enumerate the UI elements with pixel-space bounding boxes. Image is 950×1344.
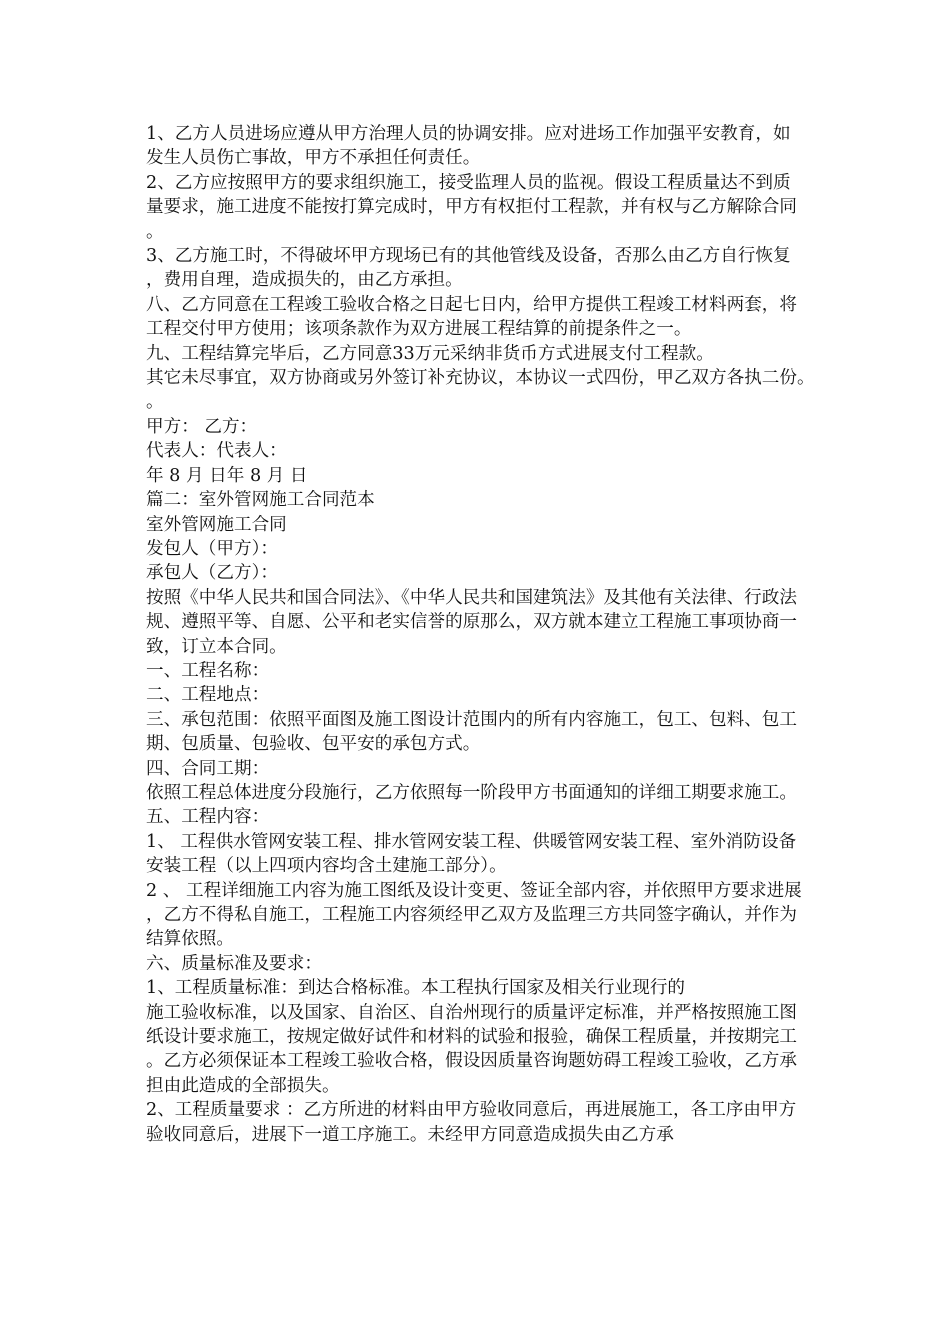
clause-paragraph: 3、乙方施工时，不得破坏甲方现场已有的其他管线及设备，否那么由乙方自行恢复，费用自理，造成损失的，由乙方承担。	[146, 246, 791, 291]
signature-parties-line: 甲方： 乙方：	[146, 416, 258, 437]
clause-heading: 二、工程地点：	[146, 685, 270, 706]
clause-paragraph: 九、工程结算完毕后，乙方同意33万元采纳非货币方式进展支付工程款。	[146, 343, 714, 364]
document-body	[146, 122, 808, 1147]
clause-paragraph: 2、乙方应按照甲方的要求组织施工，接受监理人员的监视。假设工程质量达不到质量要求，施工进度不能按打算完成时，甲方有权拒付工程款，并有权与乙方解除合同。	[146, 172, 797, 242]
clause-heading: 六、质量标准及要求：	[146, 953, 322, 974]
clause-paragraph: 施工验收标准，以及国家、自治区、自治州现行的质量评定标准，并严格按照施工图纸设计要求施工，按规定做好试件和材料的试验和报验，确保工程质量，并按期完工。乙方必须保证本工程竣工验收合格，假设因质量咨询题妨碍工程竣工验收，乙方承担由此造成的全部损失。	[146, 1002, 797, 1096]
clause-paragraph: 依照工程总体进度分段施行，乙方依照每一阶段甲方书面通知的详细工期要求施工。	[146, 782, 797, 803]
clause-paragraph: 2 、 工程详细施工内容为施工图纸及设计变更、签证全部内容，并依照甲方要求进展，乙方不得私自施工，工程施工内容须经甲乙双方及监理三方共同签字确认，并作为结算依照。	[146, 880, 802, 950]
clause-paragraph: 其它未尽事宜，双方协商或另外签订补充协议，本协议一式四份，甲乙双方各执二份。。	[146, 368, 806, 413]
clause-paragraph: 三、承包范围：依照平面图及施工图设计范围内的所有内容施工，包工、包料、包工期、包质量、包验收、包平安的承包方式。	[146, 709, 797, 755]
clause-paragraph: 1、乙方人员进场应遵从甲方治理人员的协调安排。应对进场工作加强平安教育，如发生人员伤亡事故，甲方不承担任何责任。	[146, 124, 791, 169]
contract-title: 室外管网施工合同	[146, 514, 287, 535]
clause-paragraph: 1、 工程供水管网安装工程、排水管网安装工程、供暖管网安装工程、室外消防设备安装工程（以上四项内容均含土建施工部分）。	[146, 831, 797, 877]
clause-paragraph: 2、工程质量要求 ：乙方所进的材料由甲方验收同意后，再进展施工，各工序由甲方验收同意后，进展下一道工序施工。未经甲方同意造成损失由乙方承	[146, 1100, 797, 1145]
preamble-paragraph: 按照《中华人民共和国合同法》、《中华人民共和国建筑法》及其他有关法律、行政法规、遵照平等、自愿、公平和老实信誉的原那么，双方就本建立工程施工事项协商一致，订立本合同。	[146, 587, 797, 657]
clause-heading: 五、工程内容：	[146, 807, 270, 828]
section-heading: 篇二：室外管网施工合同范本	[146, 490, 375, 511]
clause-paragraph: 八、乙方同意在工程竣工验收合格之日起七日内，给甲方提供工程竣工材料两套，将工程交付甲方使用；该项条款作为双方进展工程结算的前提条件之一。	[146, 294, 797, 340]
party-b-line: 承包人（乙方）：	[146, 563, 278, 584]
signature-representatives-line: 代表人：代表人：	[146, 441, 287, 462]
clause-heading: 一、工程名称：	[146, 660, 270, 681]
party-a-line: 发包人（甲方）：	[146, 538, 278, 559]
clause-paragraph: 1、工程质量标准：到达合格标准。本工程执行国家及相关行业现行的	[146, 978, 686, 999]
clause-heading: 四、合同工期：	[146, 758, 270, 779]
signature-date-line: 年 8 月 日年 8 月 日	[146, 465, 308, 486]
